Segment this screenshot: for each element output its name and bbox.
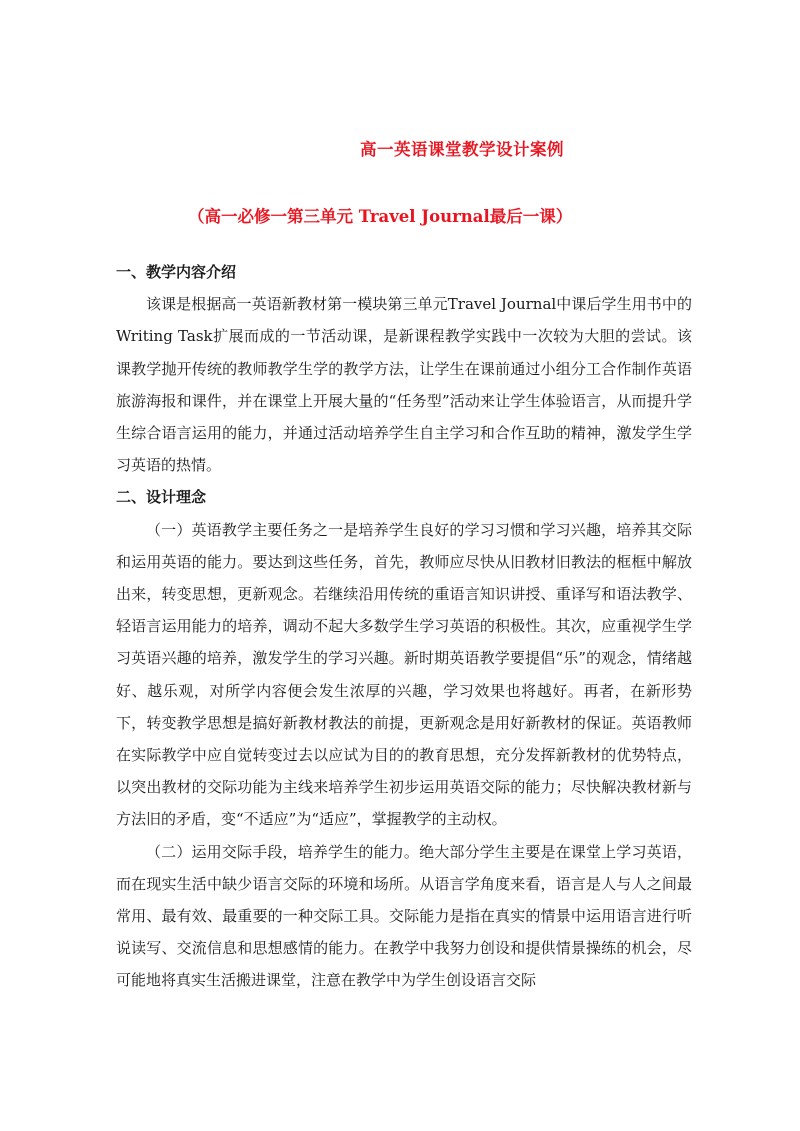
section-heading-design-concept: 二、设计理念: [116, 488, 207, 507]
section-heading-content-intro: 一、教学内容介绍: [116, 263, 237, 281]
document-body: [116, 256, 692, 997]
paragraph-design-concept-1: （一）英语教学主要任务之一是培养学生良好的学习习惯和学习兴趣，培养其交际和运用英语的能力。要达到这些任务，首先，教师应尽快从旧教材旧教法的框框中解放出来，转变思想，更新观念。若继续沿用传统的重语言知识讲授、重译写和语法教学、轻语言运用能力的培养，调动不起大多数学生学习英语的积极性。其次，应重视学生学习英语兴趣的培养，激发学生的学习兴趣。新时期英语教学要提倡“乐”的观念，情绪越好、越乐观，对所学内容便会发生浓厚的兴趣，学习效果也将越好。再者，在新形势下，转变教学思想是搞好新教材教法的前提，更新观念是用好新教材的保证。英语教师在实际教学中应自觉转变过去以应试为目的的教育思想，充分发挥新教材的优势特点，以突出教材的交际功能为主线来培养学生初步运用英语交际的能力；尽快解决教材新与方法旧的矛盾，变“不适应”为“适应”，掌握教学的主动权。: [116, 520, 692, 829]
paragraph-content-intro: 该课是根据高一英语新教材第一模块第三单元Travel Journal中课后学生用书中的Writing Task扩展而成的一节活动课，是新课程教学实践中一次较为大胆的尝试。该课教学抛开传统的教师教学生学的教学方法，让学生在课前通过小组分工合作制作英语旅游海报和课件，并在课堂上开展大量的“任务型”活动来让学生体验语言，从而提升学生综合语言运用的能力，并通过活动培养学生自主学习和合作互助的精神，激发学生学习英语的热情。: [116, 295, 692, 475]
document-subtitle: （高一必修一第三单元 Travel Journal最后一课）: [188, 207, 573, 226]
document-title: 高一英语课堂教学设计案例: [360, 140, 564, 159]
paragraph-design-concept-2: （二）运用交际手段，培养学生的能力。绝大部分学生主要是在课堂上学习英语，而在现实生活中缺少语言交际的环境和场所。从语言学角度来看，语言是人与人之间最常用、最有效、最重要的一种交际工具。交际能力是指在真实的情景中运用语言进行听说读写、交流信息和思想感情的能力。在教学中我努力创设和提供情景操练的机会，尽可能地将真实生活搬进课堂，注意在教学中为学生创设语言交际: [116, 842, 692, 990]
